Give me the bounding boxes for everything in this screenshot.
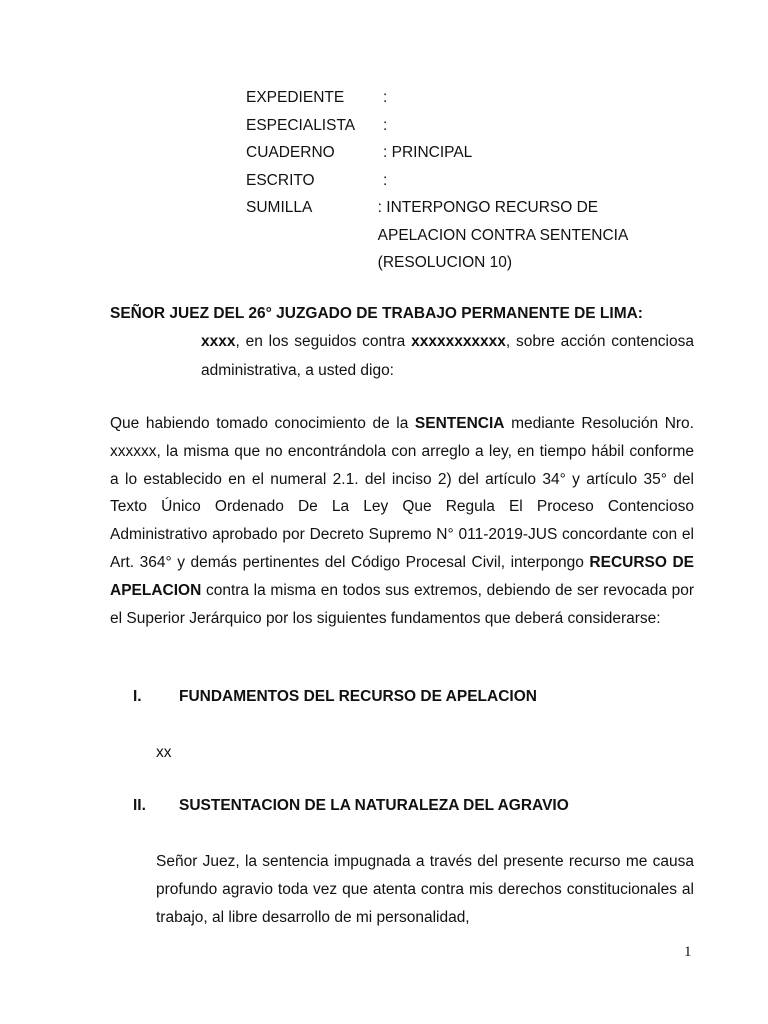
section-heading-2 [133, 793, 693, 819]
header-row-escrito [246, 167, 666, 195]
intro-text: , sobre acción contenciosa administrativa, a usted digo: [201, 333, 694, 379]
page-number: 1 [684, 944, 692, 960]
section-heading-1 [133, 684, 693, 710]
section-title: FUNDAMENTOS DEL RECURSO DE APELACION [179, 688, 537, 705]
sumilla-line: (RESOLUCION 10) [377, 254, 513, 271]
sumilla-text [378, 194, 666, 277]
header-row-especialista [246, 112, 666, 140]
body-paragraph-2: Señor Juez, la sentencia impugnada a través del presente recurso me causa profundo agravio toda vez que atenta contra mis derechos constitucionales al trabajo, al libre desarrollo de mi personalidad, [156, 853, 694, 926]
header-row-cuaderno [246, 139, 666, 167]
intro-text: , en los seguidos contra [235, 333, 412, 350]
header-label: SUMILLA [246, 199, 313, 216]
header-value: : [383, 171, 388, 189]
addressee-heading: SEÑOR JUEZ DEL 26° JUZGADO DE TRABAJO PERMANENTE DE LIMA: [110, 305, 643, 322]
case-header [246, 84, 666, 277]
paragraph-bold: RECURSO DE APELACION [110, 553, 694, 599]
section-1-body: xx [156, 744, 172, 761]
paragraph-bold: SENTENCIA [414, 415, 505, 432]
header-label: CUADERNO [246, 144, 335, 161]
header-label: ESCRITO [246, 171, 315, 189]
party-name: xxxx [201, 333, 236, 350]
header-row-sumilla [246, 194, 666, 277]
header-label: EXPEDIENTE [246, 89, 345, 106]
header-value: : [383, 116, 388, 134]
section-title: SUSTENTACION DE LA NATURALEZA DEL AGRAVIO [179, 797, 569, 814]
body-paragraph-1 [110, 410, 694, 632]
section-number: I. [133, 688, 142, 705]
header-row-expediente [246, 84, 666, 112]
header-value: : PRINCIPAL [383, 144, 473, 161]
intro-paragraph [201, 328, 694, 385]
header-label: ESPECIALISTA [246, 116, 356, 134]
sumilla-line: APELACION CONTRA SENTENCIA [377, 226, 629, 244]
opposing-party: xxxxxxxxxxx [411, 333, 506, 350]
section-number: II. [133, 797, 146, 814]
paragraph-text: Que habiendo tomado conocimiento de la [110, 415, 415, 432]
sumilla-line: : INTERPONGO RECURSO DE [377, 199, 599, 216]
paragraph-text: contra la misma en todos sus extremos, debiendo de ser revocada por el Superior Jerárquico por los siguientes fundamentos que deberá considerarse: [110, 581, 694, 627]
header-value: : [383, 89, 388, 106]
paragraph-text: mediante Resolución Nro. xxxxxx, la misma que no encontrándola con arreglo a ley, en tiempo hábil conforme a lo establecido en el numeral 2.1. del inciso 2) del artículo 34° y artículo 35° del Texto Único Ordenado De La Ley Que Regula El Proceso Contencioso Administrativo aprobado por Decreto Supremo N° 011-2019-JUS concordante con el Art. 364° y demás pertinentes del Código Procesal Civil, interpongo [110, 415, 694, 571]
